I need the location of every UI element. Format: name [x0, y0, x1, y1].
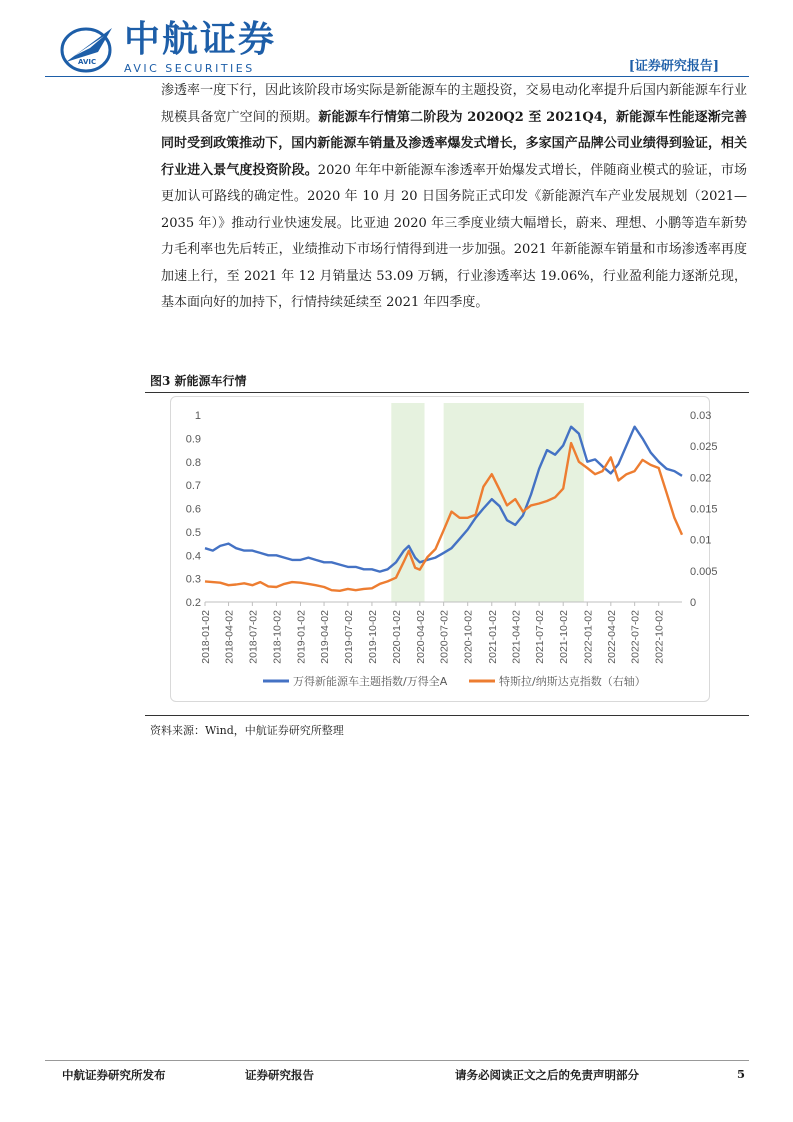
footer-divider [45, 1060, 749, 1061]
paragraph-text: 2020 年年中新能源车渗透率开始爆发式增长，伴随商业模式的验证，市场更加认可路线的确定性。2020 年 10 月 20 日国务院正式印发《新能源汽车产业发展规划（2021—2035 年）》推动行业快速发展。比亚迪 2020 年三季度业绩大幅增长，蔚来、理想、小鹏等造车新势力毛利率也先后转正，业绩推动下市场行情得到进一步加强。2021 年新能源车销量和市场渗透率再度加速上行，至 2021 年 12 月销量达 53.09 万辆，行业渗透率达 19.06%，行业盈利能力逐渐兑现，基本面向好的加持下，行情持续延续至 2021 年四季度。 [161, 162, 747, 310]
y-right-tick-label: 0.01 [690, 534, 712, 547]
figure-top-rule [145, 392, 749, 393]
y-left-tick-label: 0.5 [185, 526, 201, 539]
y-left-tick-label: 1 [194, 410, 201, 422]
y-left-tick-label: 0.7 [185, 480, 201, 493]
figure-title: 图3 新能源车行情 [150, 374, 247, 388]
x-tick-label: 2020-07-02 [438, 610, 451, 664]
y-left-tick-label: 0.8 [185, 456, 201, 469]
x-tick-label: 2021-04-02 [510, 610, 523, 664]
x-tick-label: 2019-04-02 [319, 610, 332, 664]
series-line-ev-index [205, 427, 682, 572]
figure-bottom-rule [145, 715, 749, 716]
x-tick-label: 2019-01-02 [295, 610, 308, 664]
series-line-tesla-nasdaq [205, 443, 682, 591]
x-tick-label: 2018-01-02 [200, 610, 212, 664]
x-tick-label: 2022-04-02 [605, 610, 618, 664]
figure-source: 资料来源：Wind，中航证券研究所整理 [150, 724, 344, 737]
y-left-tick-label: 0.6 [185, 503, 201, 516]
y-right-tick-label: 0.005 [690, 565, 718, 578]
x-tick-label: 2019-07-02 [342, 610, 355, 664]
header-divider [45, 76, 749, 77]
avic-logo-icon [60, 22, 116, 74]
footer-publisher: 中航证券研究所发布 [62, 1068, 166, 1082]
paragraph-bold-text: 新能源车行情第二阶段为 2020Q2 至 2021Q4，新能源车性能逐渐完善同时受到政策推动下，国内新能源车销量及渗透率爆发式增长，多家国产品牌公司业绩得到验证，相关行业进入景气度投资阶段。 [161, 109, 747, 178]
x-tick-label: 2018-07-02 [247, 610, 260, 664]
x-tick-label: 2020-10-02 [462, 610, 475, 664]
chart-container [170, 396, 718, 702]
y-left-tick-label: 0.2 [185, 597, 201, 609]
logo-badge-text: AVIC [78, 58, 97, 66]
paragraph-text: 渗透率一度下行，因此该阶段市场实际是新能源车的主题投资，交易电动化率提升后国内新能源车行业规模具备宽广空间的预期。 [161, 83, 747, 125]
x-tick-label: 2021-07-02 [534, 610, 547, 664]
y-left-tick-label: 0.4 [185, 550, 201, 563]
y-left-tick-label: 0.3 [185, 573, 201, 586]
x-tick-label: 2021-10-02 [558, 610, 571, 664]
x-tick-label: 2022-07-02 [629, 610, 642, 664]
page-number: 5 [737, 1067, 746, 1081]
footer-doc-type: 证券研究报告 [245, 1068, 314, 1082]
x-tick-label: 2019-10-02 [366, 610, 379, 664]
logo-chinese-name: 中航证券 [124, 19, 277, 60]
logo-english-name: AVIC SECURITIES [124, 62, 255, 75]
page-header [0, 0, 793, 80]
x-tick-label: 2022-10-02 [653, 610, 666, 664]
x-tick-label: 2022-01-02 [582, 610, 595, 664]
x-tick-label: 2021-01-02 [486, 610, 499, 664]
report-type-tag: [证券研究报告] [628, 59, 719, 74]
x-tick-label: 2020-04-02 [414, 610, 427, 664]
y-right-tick-label: 0.025 [690, 441, 718, 454]
y-right-tick-label: 0 [690, 597, 697, 609]
y-right-tick-label: 0.03 [690, 410, 712, 422]
x-tick-label: 2018-10-02 [271, 610, 284, 664]
shaded-period [444, 403, 584, 602]
page-footer [0, 1062, 793, 1092]
shaded-period [391, 403, 424, 602]
legend-label: 特斯拉/纳斯达克指数（右轴） [499, 675, 646, 688]
y-right-tick-label: 0.02 [690, 472, 712, 485]
y-right-tick-label: 0.015 [690, 503, 718, 516]
footer-disclaimer: 请务必阅读正文之后的免责声明部分 [455, 1068, 639, 1082]
body-paragraph [161, 78, 747, 317]
x-tick-label: 2018-04-02 [223, 610, 236, 664]
x-tick-label: 2020-01-02 [391, 610, 404, 664]
legend-label: 万得新能源车主题指数/万得全A [293, 675, 448, 688]
ev-market-chart [171, 397, 718, 701]
y-left-tick-label: 0.9 [185, 433, 201, 446]
